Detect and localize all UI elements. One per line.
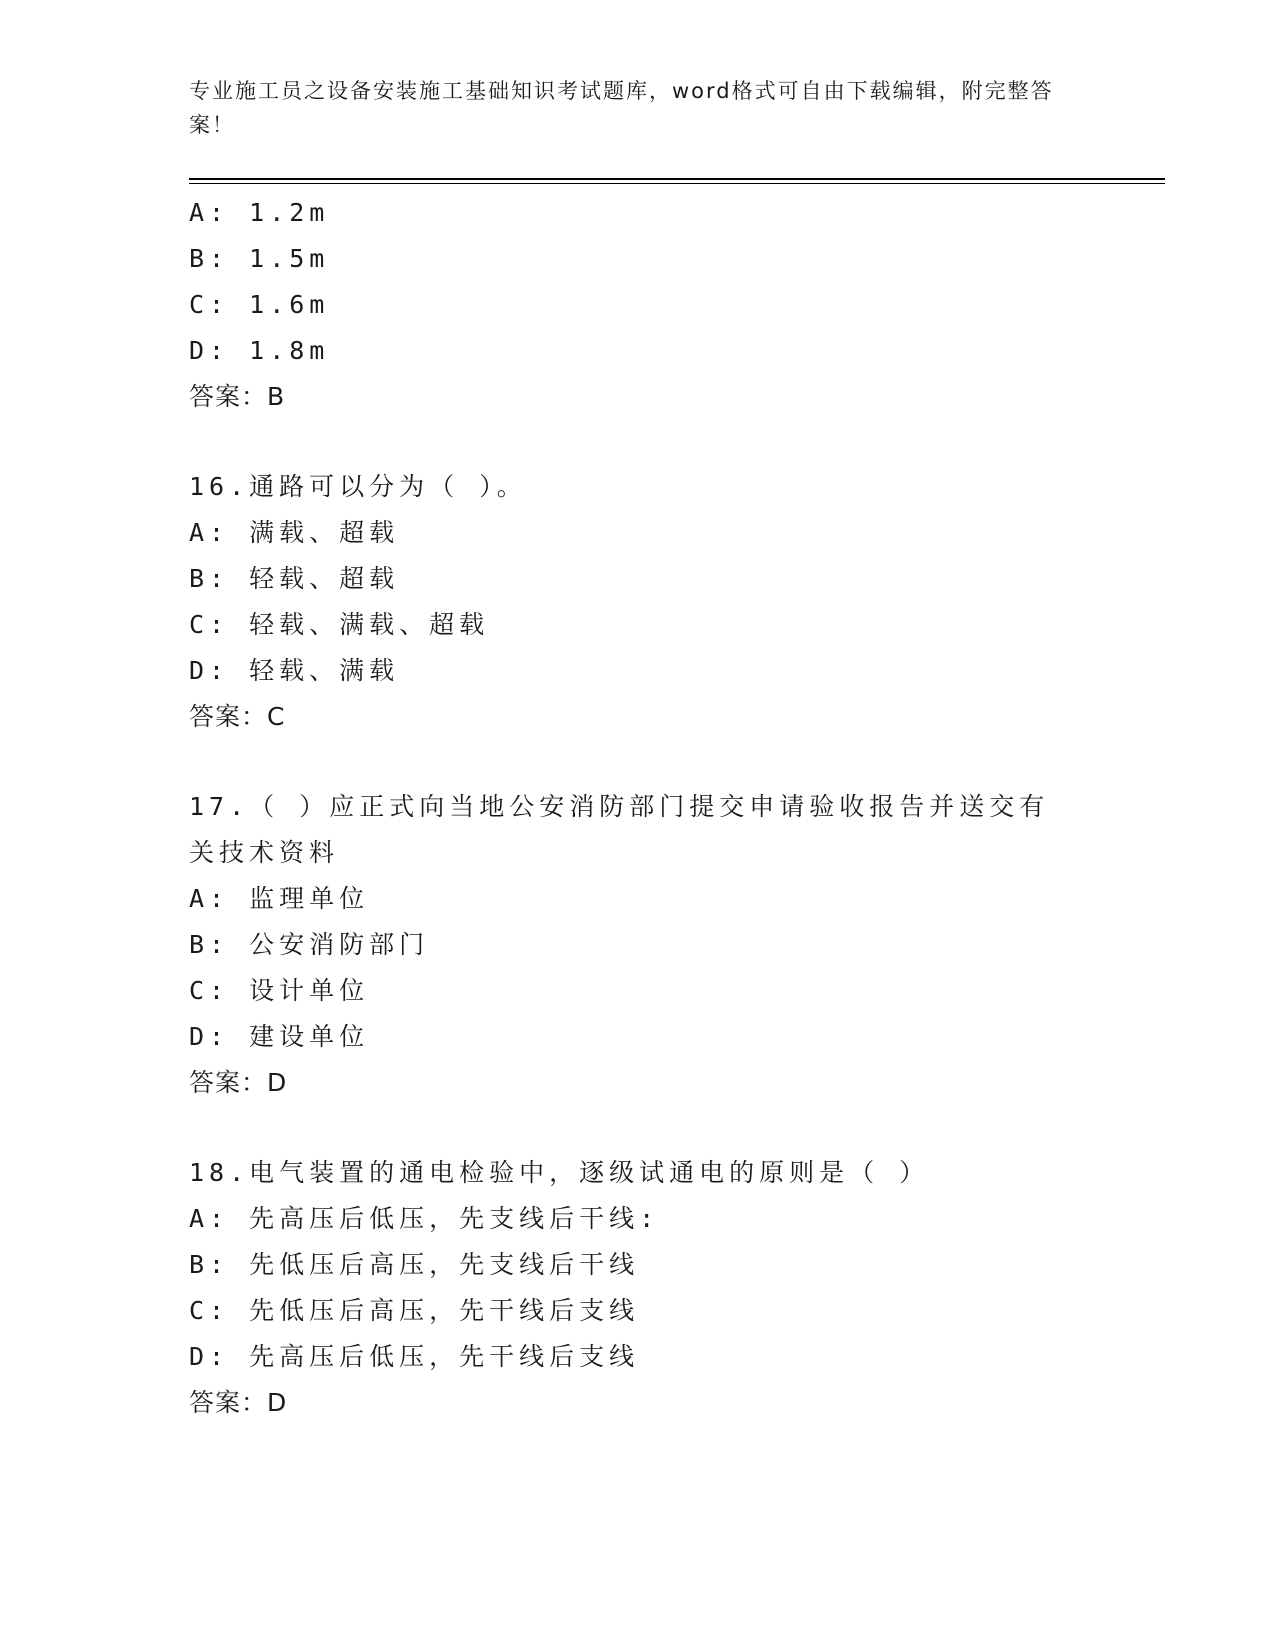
option-b: B: 轻载、超载 — [189, 564, 400, 593]
answer: 答案：B — [189, 382, 286, 411]
option-b: B: 公安消防部门 — [189, 930, 430, 959]
question-list — [189, 190, 1089, 1426]
option-a: A: 先高压后低压，先支线后干线: — [189, 1204, 660, 1233]
question-block-15 — [189, 190, 1089, 420]
option-a: A: 满载、超载 — [189, 518, 400, 547]
header-rule-thin — [189, 183, 1165, 184]
option-b: B: 先低压后高压，先支线后干线 — [189, 1250, 640, 1279]
header-rule-thick — [189, 178, 1165, 180]
question-text: 16.通路可以分为（ ）。 — [189, 472, 527, 501]
option-d: D: 轻载、满载 — [189, 656, 400, 685]
option-b: B: 1.5m — [189, 244, 330, 273]
question-block-18 — [189, 1150, 1089, 1426]
answer: 答案：D — [189, 1388, 288, 1417]
option-d: D: 先高压后低压，先干线后支线 — [189, 1342, 640, 1371]
option-a: A: 监理单位 — [189, 884, 370, 913]
answer: 答案：D — [189, 1068, 288, 1097]
option-c: C: 先低压后高压，先干线后支线 — [189, 1296, 640, 1325]
option-c: C: 轻载、满载、超载 — [189, 610, 490, 639]
question-block-17 — [189, 784, 1089, 1106]
option-a: A: 1.2m — [189, 198, 330, 227]
question-block-16 — [189, 464, 1089, 740]
answer: 答案：C — [189, 702, 286, 731]
option-d: D: 建设单位 — [189, 1022, 370, 1051]
option-c: C: 设计单位 — [189, 976, 370, 1005]
question-text: 17.（ ）应正式向当地公安消防部门提交申请验收报告并送交有关技术资料 — [189, 792, 1050, 867]
option-d: D: 1.8m — [189, 336, 330, 365]
question-text: 18.电气装置的通电检验中，逐级试通电的原则是（ ） — [189, 1158, 930, 1187]
option-c: C: 1.6m — [189, 290, 330, 319]
document-header: 专业施工员之设备安装施工基础知识考试题库，word格式可自由下载编辑，附完整答案！ — [189, 79, 1054, 137]
